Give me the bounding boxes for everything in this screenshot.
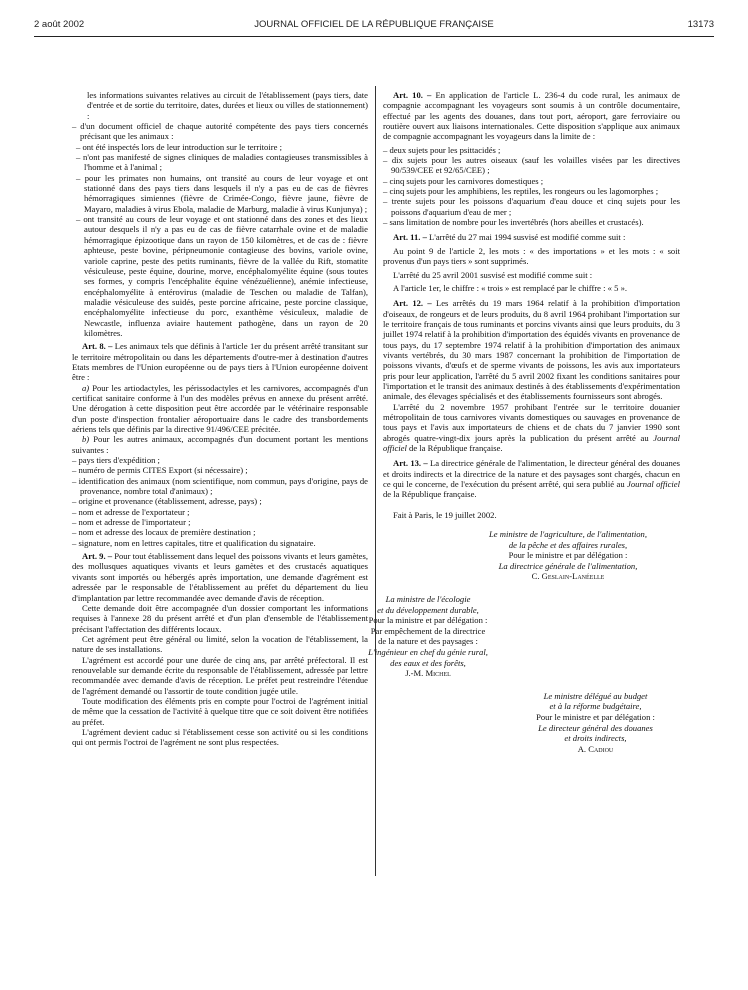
signature-line: La directrice générale de l'alimentation, (498, 560, 638, 571)
list-item: – trente sujets pour les poissons d'aquarium d'eau douce et cinq sujets pour les poissons d'aquarium d'eau de mer ; (383, 196, 680, 217)
signature-line: Par empêchement de la directrice (370, 625, 486, 636)
list-item: – deux sujets pour les psittacidés ; (383, 144, 501, 155)
signatory-name: J.-M. Michel (405, 668, 451, 679)
signatory-name: A. Cadiou (577, 743, 614, 754)
article-text: L'arrêté du 27 mai 1994 susvisé est modifié comme suit : (426, 232, 626, 243)
column-divider (375, 86, 376, 876)
signature-block-budget (503, 691, 688, 755)
signatory-name: C. Geslain-Lanéelle (531, 571, 605, 582)
signature-line: des eaux et des forêts, (390, 657, 466, 668)
list-item: – nom et adresse des locaux de première destination ; (72, 527, 256, 538)
article-11 (383, 232, 680, 242)
header-rule (34, 36, 714, 37)
list-item: – sans limitation de nombre pour les invertébrés (hors abeilles et crustacés). (383, 217, 644, 228)
list-item: – pays tiers d'expédition ; (72, 455, 160, 466)
list-item: – pour les primates non humains, ont transité au cours de leur voyage et ont stationné dans des pays tiers dans lesquels il n'y a pas eu de cas de fièvres hémorragiques simiennes (fièvre de Crimée-Congo, fièvre jaune, fièvre de Mayaro, maladies à virus Ebola, maladie de Marburg, maladie à virus Kunjunya) ; (76, 172, 368, 214)
paragraph: L'agrément devient caduc si l'établissement cesse son activité ou si les conditions qui ont permis l'octroi de l'agrément ne sont plus respectées. (72, 726, 368, 748)
paragraph (72, 434, 368, 455)
signature-line: Pour le ministre et par délégation : (536, 711, 655, 722)
signature-line: La ministre de l'écologie (385, 594, 471, 605)
article-12 (383, 298, 680, 401)
article-label: Art. 8. – (82, 341, 113, 352)
list-item: – cinq sujets pour les carnivores domestiques ; (383, 175, 544, 186)
paragraph: Au point 9 de l'article 2, les mots : « des importations » et les mots : « soit provenus d'un pays tiers » sont supprimés. (383, 245, 680, 267)
article-label: Art. 13. – (393, 458, 428, 469)
list-item: – identification des animaux (nom scientifique, nom commun, pays d'origine, pays de provenance, nombre total d'animaux) ; (72, 475, 368, 497)
signature-block-ecologie (333, 594, 523, 679)
left-column (72, 90, 368, 748)
list-item: – signature, nom en lettres capitales, titre et qualification du signataire. (72, 537, 316, 548)
signature-line: et du développement durable, (377, 604, 479, 615)
paragraph: L'arrêté du 25 avril 2001 susvisé est modifié comme suit : (393, 269, 593, 280)
right-column (368, 90, 681, 754)
signature-line: et à la réforme budgétaire, (549, 701, 642, 712)
text: L'arrêté du 2 novembre 1957 prohibant l'entrée sur le territoire douanier métropolitain de tous carnivores vivants domestiques ou sauvages en provenance de tous pays et l'avis aux importateurs de chiens et de chats du 7 janvier 1990 sont abrogés quatre-vingt-dix jours après la publication du présent arrêté au (383, 401, 680, 443)
signature-line: Le ministre de l'agriculture, de l'alimentation, (489, 529, 647, 540)
article-label: Art. 10. – (393, 90, 432, 100)
signature-line: Pour le ministre et par délégation : (508, 550, 628, 561)
paragraph: L'agrément est accordé pour une durée de cinq ans, par arrêté préfectoral. Il est renouvelable sur demande écrite du responsable de l'établissement, adressée par lettre recommandée avec demande d'avis de réception. Le préfet peut restreindre l'étendue de l'agrément demandé ou l'assortir de toute condition jugée utile. (72, 654, 368, 696)
signature-block-agriculture (453, 529, 683, 582)
list-item: – nom et adresse de l'exportateur ; (72, 506, 190, 517)
paragraph: les informations suivantes relatives au circuit de l'établissement (pays tiers, date d'entrée et de sortie du territoire, dates, durées et lieux ou villes de stationnement) : (87, 90, 368, 121)
list-item: – numéro de permis CITES Export (si nécessaire) ; (72, 465, 248, 476)
article-13 (383, 458, 680, 499)
signature-line: de la nature et des paysages : (378, 636, 478, 647)
page-number: 13173 (687, 19, 714, 30)
article-8 (72, 341, 368, 382)
article-9 (72, 551, 368, 603)
list-item: – nom et adresse de l'importateur ; (72, 517, 191, 528)
page-header (34, 19, 714, 35)
article-label: Art. 9. – (82, 551, 113, 562)
article-text: Les animaux tels que définis à l'article 1er du présent arrêté transitant sur le territoire métropolitain ou dans les départements d'outre-mer à destination d'autres Etats membres de l'Union européenne ou de pays tiers à l'Union européenne doivent être : (72, 341, 368, 383)
paragraph: Cette demande doit être accompagnée d'un dossier comportant les informations requises à l'annexe 28 du présent arrêté et d'un plan d'ensemble de l'établissement précisant l'affectation des différents locaux. (72, 602, 368, 634)
paragraph (72, 383, 368, 435)
signature-line: de la pêche et des affaires rurales, (508, 539, 628, 550)
list-item: – origine et provenance (établissement, adresse, pays) ; (72, 496, 262, 507)
paragraph: A l'article 1er, le chiffre : « trois » est remplacé par le chiffre : « 5 ». (393, 282, 628, 293)
journal-title: JOURNAL OFFICIEL DE LA RÉPUBLIQUE FRANÇAISE (254, 19, 494, 30)
article-10 (383, 90, 680, 142)
list-item: – cinq sujets pour les amphibiens, les reptiles, les rongeurs ou les lagomorphes ; (383, 186, 659, 197)
article-label: Art. 11. – (393, 232, 427, 243)
list-item: – d'un document officiel de chaque autorité compétente des pays tiers concernés précisant que les animaux : (72, 121, 368, 142)
list-item: – ont été inspectés lors de leur introduction sur le territoire ; (76, 141, 282, 152)
signature-line: L'ingénieur en chef du génie rural, (368, 647, 488, 657)
list-item: – n'ont pas manifesté de signes cliniques de maladies contagieuses transmissibles à l'homme et à l'animal ; (76, 152, 368, 173)
paragraph (383, 402, 680, 454)
header-date: 2 août 2002 (34, 19, 85, 30)
signature-line: Le ministre délégué au budget (543, 690, 648, 701)
article-label: Art. 12. – (393, 298, 432, 309)
signature-line: et droits indirects, (564, 733, 627, 744)
signature-line: Pour la ministre et par délégation : (368, 615, 488, 626)
signature-line: Le directeur général des douanes (538, 722, 653, 733)
journal-name: Journal officiel (383, 432, 680, 453)
signing-place-date: Fait à Paris, le 19 juillet 2002. (393, 509, 497, 520)
item-letter: a) (82, 382, 90, 393)
journal-name: Journal officiel (627, 479, 681, 490)
item-text: Pour les autres animaux, accompagnés d'un document portant les mentions suivantes : (72, 434, 368, 455)
article-text: Les arrêtés du 19 mars 1964 relatif à la prohibition d'importation d'oiseaux, de rongeurs et de leurs produits, du 8 avril 1964 prohibant l'importation sur le territoire français de tous ruminants et porcins vivants ainsi que leurs produits, du 3 juillet 1974 relatif à la prohibition d'importation des équidés vivants en provenance de tous pays, du 17 septembre 1974 relatif à la prohibition d'importation des animaux vivants vertébrés, du 30 mars 1987 concernant la prohibition de l'importation de poissons vivants, d'œufs et de sperme vivants de poissons, les avis aux importateurs pris pour leur application, l'arrêté du 5 avril 2002 fixant les conditions sanitaires pour l'importation et le transit des animaux destinés à des établissements d'expérimentation animale, des élevages spécialisés et des établissements fournisseurs sont abrogés. (383, 298, 680, 402)
article-text: En application de l'article L. 236-4 du code rural, les animaux de compagnie accompagnant les voyageurs sont soumis à un contrôle documentaire, effectué par les agents des douanes, dans tout port, aéroport, gare ferroviaire ou routière ouvert aux liaisons internationales. Cette disposition s'applique aux animaux de compagnie accompagnant les voyageurs dans la limite de : (383, 90, 680, 142)
item-text: Pour les artiodactyles, les périssodactyles et les carnivores, accompagnés d'un certificat sanitaire conforme à l'un des modèles prévus en annexe du présent arrêté. Une dérogation à cette disposition peut être accordée par le vétérinaire responsable d'un poste d'inspection frontalier aéroportuaire dans le cadre des transbordements aériens tels que définis par la directive 91/496/CEE précitée. (72, 382, 368, 434)
paragraph: Toute modification des éléments pris en compte pour l'octroi de l'agrément initial de même que la cessation de l'activité à quelque titre que ce soit doivent être notifiées au préfet. (72, 695, 368, 727)
list-item: – ont transité au cours de leur voyage et ont stationné dans des zones et des lieux autour desquels il n'y a pas eu de cas de fièvre catarrhale ovine et de maladie hémorragique épizootique dans un rayon de 150 kilomètres, et de cas de : fièvre aphteuse, peste bovine, péripneumonie contagieuse des bovins, variole ovine, variole caprine, peste des petits ruminants, fièvre de la vallée du Rift, stomatite vésiculeuse, peste équine, dourine, morve, encéphalomyélite équine (sous toutes ses formes, y compris l'encéphalite équine vénézuélienne), anémie infectieuse, encéphalomyélite à entérovirus (maladie de Teschen ou maladie de Talfan), maladie vésiculeuse des suidés, peste porcine africaine, peste porcine classique, encéphalomyélite infectieuse du porc, exanthème vésiculeux, maladie de Newcastle, influenza aviaire hautement pathogène, dans un rayon de 20 kilomètres. (76, 214, 368, 338)
article-text: La directrice générale de l'alimentation, le directeur général des douanes et droits indirects et la directrice de la nature et des paysages sont chargés, chacun en ce qui le concerne, de l'exécution du présent arrêté, qui sera publié au (383, 458, 680, 490)
article-text: Pour tout établissement dans lequel des poissons vivants et leurs gamètes, des mollusques aquatiques vivants et leurs gamètes et des crustacés aquatiques vivants sont importés ou hébergés après importation, une demande d'agrément est adressée par le responsable de l'établissement au préfet du département du lieu d'implantation par lettre recommandée avec demande d'avis de réception. (72, 551, 368, 603)
text: de la République française. (383, 489, 477, 500)
paragraph: Cet agrément peut être général ou limité, selon la vocation de l'établissement, la nature de ses installations. (72, 633, 368, 655)
list-item: – dix sujets pour les autres oiseaux (sauf les volailles visées par les directives 90/539/CEE et 92/65/CEE) ; (383, 155, 680, 176)
item-letter: b) (82, 434, 90, 445)
text: de la République française. (406, 443, 503, 453)
